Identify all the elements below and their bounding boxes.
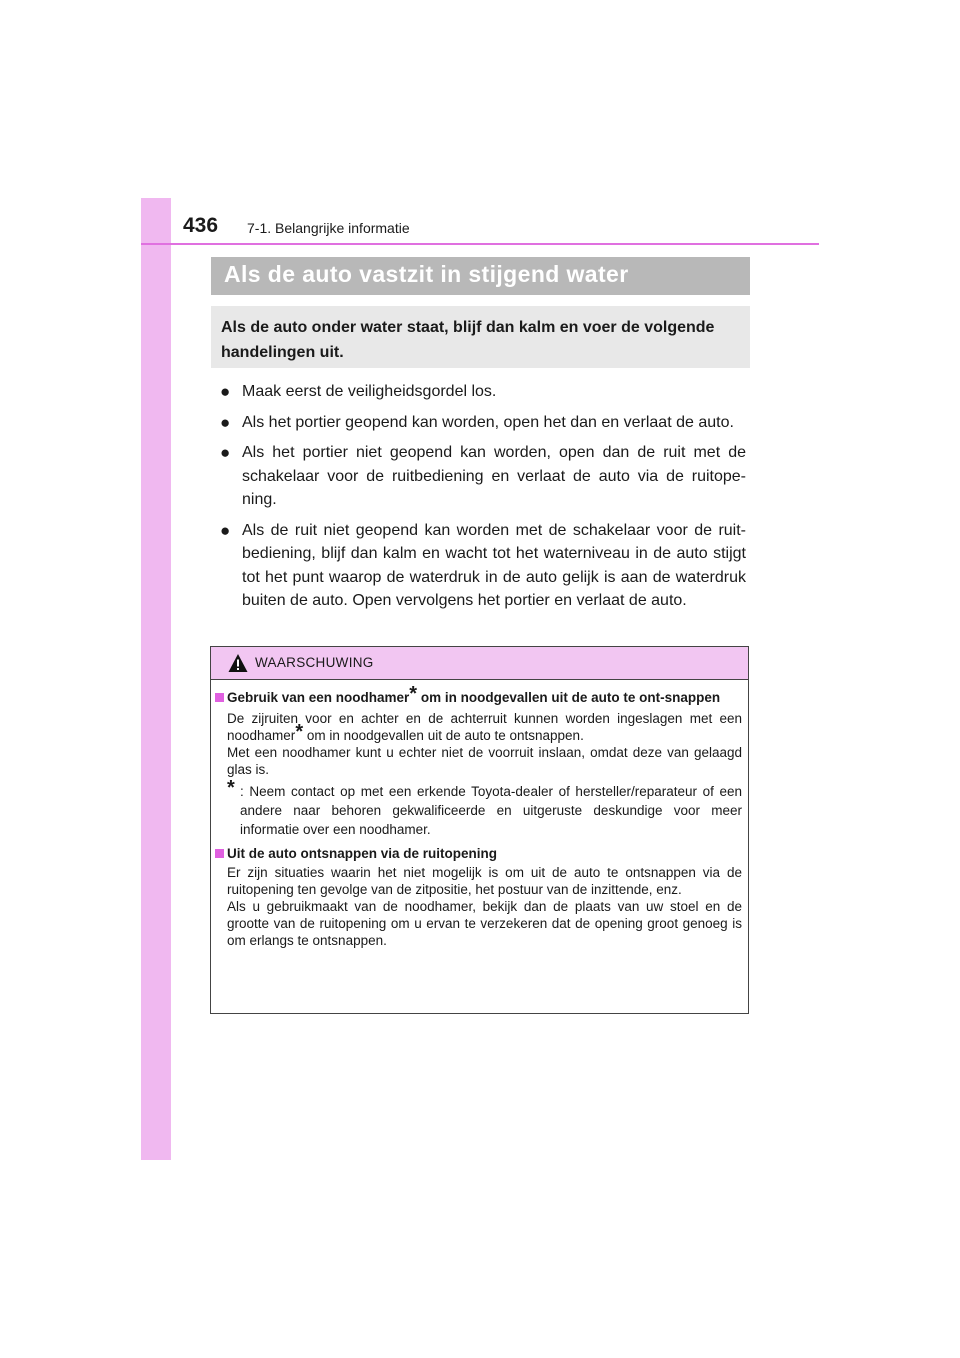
bullet-icon: ● <box>220 520 231 540</box>
header-rule <box>141 243 819 245</box>
warning-paragraph: De zijruiten voor en achter en de achterruit kunnen worden ingeslagen met een noodhamer* om in noodgevallen uit de auto te ontsnappen. <box>227 711 742 743</box>
page-title: Als de auto vastzit in stijgend water <box>224 261 629 287</box>
list-item <box>220 411 746 435</box>
bullet-icon: ● <box>220 412 231 432</box>
warning-paragraph: Als u gebruikmaakt van de noodhamer, bekijk dan de plaats van uw stoel en de grootte van de ruitopening om u ervan te verzekeren dat de opening groot genoeg is om erlangs te ontsnappen. <box>227 899 742 948</box>
title-bar <box>211 257 750 295</box>
warning-box <box>210 646 749 1014</box>
list-item <box>220 519 746 613</box>
footnote: * : Neem contact op met een erkende Toyota-dealer of hersteller/reparateur of een andere naar behoren gekwalificeerde en uitgeruste deskundige voor meer informatie over een noodhamer. <box>227 777 742 837</box>
warning-subheading: Uit de auto ontsnappen via de ruitopening <box>215 845 742 862</box>
warning-paragraph: Er zijn situaties waarin het niet mogelijk is om uit de auto te ontsnappen via de ruitopening ten gevolge van de zitpositie, het postuur van de inzittende, enz. <box>227 865 742 897</box>
footnote-star: * <box>227 777 235 799</box>
section-label: 7-1. Belangrijke informatie <box>247 220 410 236</box>
footnote-star: * <box>409 683 418 705</box>
list-item-text: Als het portier niet geopend kan worden, open dan de ruit met de schakelaar voor de ruitbediening en verlaat de auto via de ruitope-ning. <box>242 444 746 508</box>
bullet-list <box>220 380 746 620</box>
intro-text: Als de auto onder water staat, blijf dan kalm en voer de volgende handelingen uit. <box>221 319 715 361</box>
warning-title: WAARSCHUWING <box>255 655 374 670</box>
list-item-text: Maak eerst de veiligheidsgordel los. <box>242 383 497 400</box>
warning-paragraph: Met een noodhamer kunt u echter niet de voorruit inslaan, omdat deze van gelaagd glas is. <box>227 745 742 777</box>
intro-box <box>211 306 750 368</box>
footnote-star: * <box>295 721 304 743</box>
warning-subheading: Gebruik van een noodhamer* om in noodgevallen uit de auto te ont-snappen <box>215 689 742 706</box>
side-color-band <box>141 198 171 1160</box>
list-item-text: Als het portier geopend kan worden, open het dan en verlaat de auto. <box>242 413 734 431</box>
warning-body <box>215 685 742 949</box>
bullet-icon: ● <box>220 443 231 462</box>
warning-triangle-icon <box>228 653 248 673</box>
square-bullet-icon <box>215 849 224 858</box>
warning-header <box>211 647 748 680</box>
list-item-text: Als de ruit niet geopend kan worden met de schakelaar voor de ruit-bediening, blijf dan kalm en wacht tot het waterniveau in de auto stijgt tot het punt waarop de waterdruk in de auto gelijk is aan de waterdruk buiten de auto. Open vervolgens het portier en verlaat de auto. <box>242 521 746 609</box>
bullet-icon: ● <box>220 382 231 401</box>
list-item <box>220 380 746 404</box>
page-number: 436 <box>183 214 219 237</box>
square-bullet-icon <box>215 693 224 702</box>
list-item <box>220 441 746 512</box>
